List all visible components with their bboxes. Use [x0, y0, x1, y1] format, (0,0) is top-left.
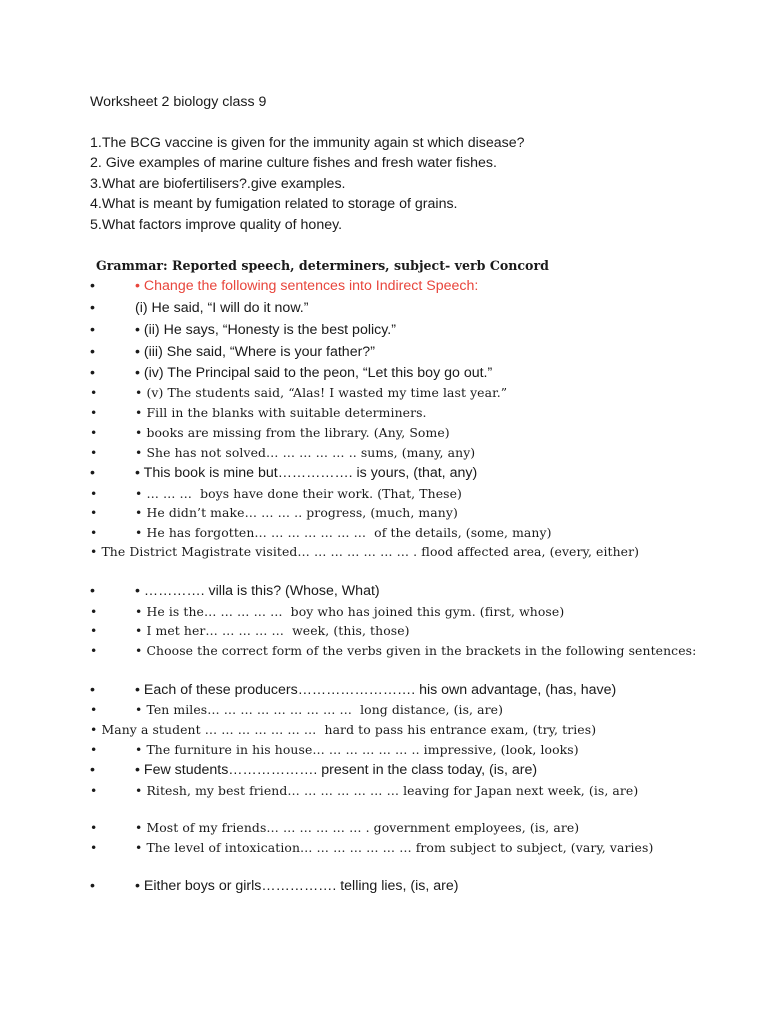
list-item-text: • Either boys or girls……………. telling lies, (is, are)	[135, 878, 459, 894]
list-item-text: • … … … boys have done their work. (That, These)	[135, 486, 462, 501]
list-item-text: • Most of my friends… … … … … … . government employees, (is, are)	[135, 820, 580, 835]
biology-question: 3.What are biofertilisers?.give examples.	[90, 176, 346, 192]
list-item-text: • He has forgotten… … … … … … … of the details, (some, many)	[135, 525, 552, 540]
list-item-text: • The District Magistrate visited… … … … … … … . flood affected area, (every, either)	[90, 544, 640, 559]
list-item-text: • (ii) He says, “Honesty is the best policy.”	[135, 322, 396, 338]
biology-question: 5.What factors improve quality of honey.	[90, 217, 343, 233]
bullet: •	[90, 878, 95, 894]
bullet: •	[90, 425, 98, 440]
bullet: •	[90, 702, 98, 717]
list-item	[90, 383, 750, 403]
bullet: •	[90, 300, 95, 316]
list-item	[90, 320, 750, 340]
worksheet-title: Worksheet 2 biology class 9	[90, 94, 267, 110]
list-item	[90, 443, 750, 463]
list-item	[90, 463, 750, 483]
bullet: •	[90, 623, 98, 638]
list-item-text: • Few students………………. present in the class today, (is, are)	[135, 762, 538, 778]
bullet: •	[90, 604, 98, 619]
bullet: •	[90, 583, 95, 599]
list-item-text: • (iv) The Principal said to the peon, “Let this boy go out.”	[135, 365, 493, 381]
list-item-text: • Ritesh, my best friend… … … … … … … leaving for Japan next week, (is, are)	[135, 783, 639, 798]
list-item	[90, 342, 750, 362]
list-item-text: • Choose the correct form of the verbs given in the brackets in the following sentences:	[135, 643, 697, 658]
bullet: •	[90, 322, 95, 338]
list-item	[90, 818, 750, 838]
list-item	[90, 700, 750, 720]
bullet: •	[90, 465, 95, 481]
list-item	[90, 298, 750, 318]
list-item	[90, 740, 750, 760]
list-item	[90, 523, 750, 543]
instruction-text: • Change the following sentences into Indirect Speech:	[135, 278, 479, 294]
list-item	[90, 602, 750, 622]
bullet: •	[90, 820, 98, 835]
list-item-text: • He didn’t make… … … .. progress, (much, many)	[135, 505, 458, 520]
list-item-text: • Fill in the blanks with suitable determiners.	[135, 405, 427, 420]
list-item-text: • Each of these producers……………………. his own advantage, (has, have)	[135, 682, 617, 698]
biology-question: 1.The BCG vaccine is given for the immunity again st which disease?	[90, 135, 525, 151]
bullet: •	[90, 385, 98, 400]
list-item-text: (i) He said, “I will do it now.”	[135, 300, 309, 316]
bullet: •	[90, 840, 98, 855]
bullet: •	[90, 278, 95, 294]
list-item	[90, 781, 750, 801]
list-item	[90, 760, 750, 780]
list-item	[90, 423, 750, 443]
list-item	[90, 680, 750, 700]
bullet: •	[90, 525, 98, 540]
list-item	[90, 581, 750, 601]
bullet: •	[90, 486, 98, 501]
list-item	[90, 363, 750, 383]
bullet: •	[90, 344, 95, 360]
list-item	[90, 876, 750, 896]
biology-question: 2. Give examples of marine culture fishes and fresh water fishes.	[90, 155, 497, 171]
list-item-text: • The level of intoxication… … … … … … … from subject to subject, (vary, varies)	[135, 840, 654, 855]
bullet: •	[90, 365, 95, 381]
list-item-text: • …………. villa is this? (Whose, What)	[135, 583, 380, 599]
list-item-text: • (v) The students said, “Alas! I wasted my time last year.”	[135, 385, 508, 400]
bullet: •	[90, 742, 98, 757]
bullet: •	[90, 445, 98, 460]
list-item-text: • He is the… … … … … boy who has joined this gym. (first, whose)	[135, 604, 565, 619]
list-item-text: • books are missing from the library. (Any, Some)	[135, 425, 450, 440]
list-item	[90, 484, 750, 504]
bullet: •	[90, 643, 98, 658]
biology-question: 4.What is meant by fumigation related to storage of grains.	[90, 196, 458, 212]
list-item	[90, 838, 750, 858]
list-item-text: • The furniture in his house… … … … … … .. impressive, (look, looks)	[135, 742, 579, 757]
list-item	[90, 276, 750, 296]
list-item	[90, 641, 750, 661]
list-item	[90, 403, 750, 423]
list-item	[90, 503, 750, 523]
bullet: •	[90, 405, 98, 420]
bullet: •	[90, 682, 95, 698]
list-item-text: • (iii) She said, “Where is your father?”	[135, 344, 375, 360]
list-item-text: • Ten miles… … … … … … … … … long distance, (is, are)	[135, 702, 504, 717]
list-item-text: • I met her… … … … … week, (this, those)	[135, 623, 410, 638]
grammar-heading: Grammar: Reported speech, determiners, subject- verb Concord	[96, 258, 549, 273]
list-item-text: • She has not solved… … … … … .. sums, (many, any)	[135, 445, 476, 460]
list-item	[90, 621, 750, 641]
list-item-text: • This book is mine but……………. is yours, (that, any)	[135, 465, 478, 481]
bullet: •	[90, 762, 95, 778]
bullet: •	[90, 783, 98, 798]
list-item-text: • Many a student … … … … … … … hard to pass his entrance exam, (try, tries)	[90, 722, 597, 737]
bullet: •	[90, 505, 98, 520]
